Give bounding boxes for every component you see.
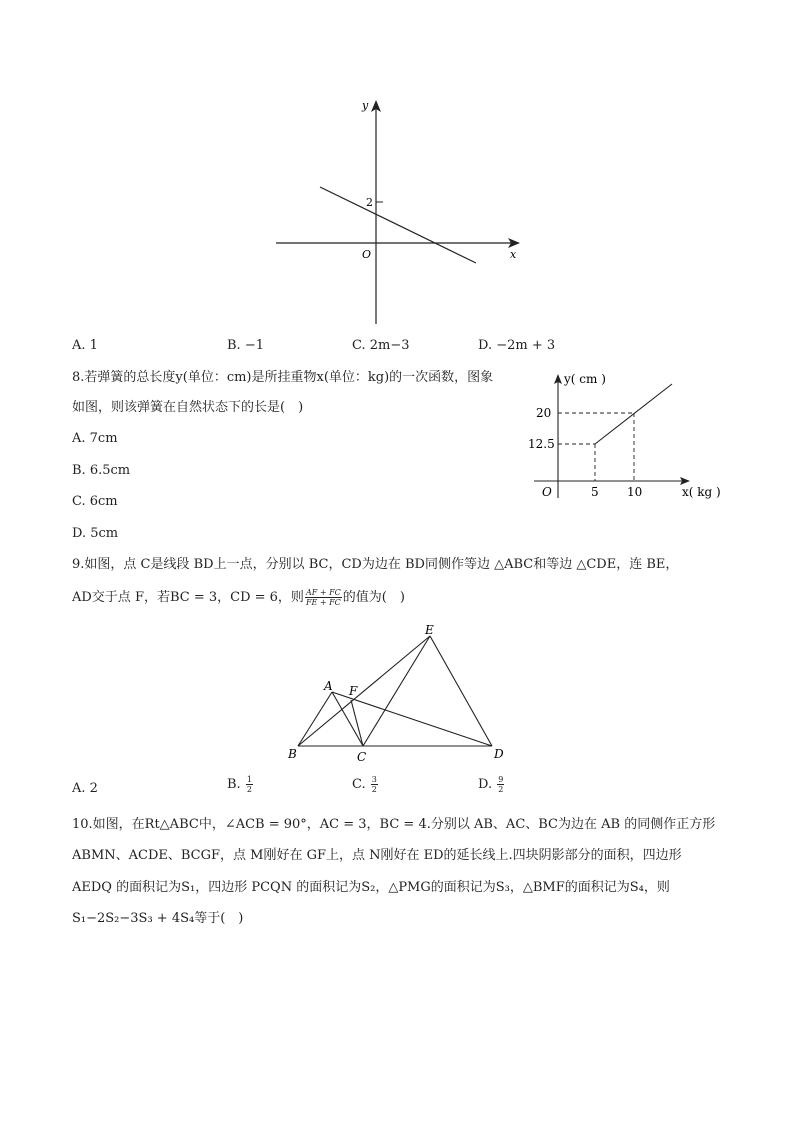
- q8-spring-graph: [520, 366, 730, 506]
- q9-option-b-fraction: [246, 775, 253, 794]
- q9-option-c-fraction: [371, 775, 378, 794]
- q8-x-tick-10: 10: [627, 485, 643, 499]
- q9-triangle-figure: [280, 618, 520, 768]
- x-axis-label: x: [510, 248, 517, 261]
- q9-option-a-prefix: A.: [72, 781, 90, 796]
- q9-option-d[interactable]: [478, 775, 505, 794]
- q8-option-a[interactable]: A. 7cm: [72, 431, 118, 446]
- q9-option-c[interactable]: [352, 775, 379, 794]
- decreasing-line: [320, 187, 476, 263]
- q9-fraction-denominator: FE + FC: [305, 598, 341, 607]
- q7-option-a[interactable]: A. 1: [72, 338, 98, 353]
- q8-option-c[interactable]: C. 6cm: [72, 494, 118, 509]
- segment-ac: [332, 692, 363, 746]
- origin-label: O: [362, 248, 372, 261]
- q8-option-b[interactable]: B. 6.5cm: [72, 463, 131, 478]
- q9-fraction: [305, 588, 342, 607]
- q9-option-a-value: 2: [89, 781, 98, 796]
- q8-y-axis-label: y( cm ): [564, 372, 606, 386]
- q8-y-tick-20: 20: [536, 406, 552, 420]
- q9-option-c-num: 3: [371, 775, 377, 784]
- q7-option-d[interactable]: D. −2m + 3: [478, 338, 556, 353]
- q8-x-tick-5: 5: [591, 485, 599, 499]
- q9-option-b-prefix: B.: [227, 777, 245, 792]
- label-f: F: [349, 684, 358, 698]
- q9-option-b-den: 2: [246, 785, 252, 794]
- label-a: A: [324, 679, 333, 693]
- q9-option-c-prefix: C.: [352, 777, 370, 792]
- q8-x-axis-label: x( kg ): [682, 485, 721, 499]
- y-axis-label: y: [362, 99, 369, 112]
- q9-stem-line-2-post: 的值为( ): [342, 590, 405, 605]
- q9-option-d-prefix: D.: [478, 777, 497, 792]
- q10-line-4: S₁−2S₂−3S₃ + 4S₄等于( ): [72, 911, 244, 926]
- label-c: C: [357, 750, 367, 764]
- q8-y-tick-12.5: 12.5: [528, 437, 555, 451]
- q9-option-b-num: 1: [246, 775, 252, 784]
- segment-ed: [430, 636, 492, 746]
- q8-option-d[interactable]: D. 5cm: [72, 526, 119, 541]
- label-e: E: [425, 623, 434, 637]
- q9-option-a[interactable]: [72, 781, 98, 796]
- q9-option-d-den: 2: [498, 785, 504, 794]
- q9-stem-line-2-pre: AD交于点 F，若BC = 3，CD = 6，则: [72, 590, 304, 605]
- q10-line-3: AEDQ 的面积记为S₁，四边形 PCQN 的面积记为S₂，△PMG的面积记为S₃，△BMF的面积记为S₄，则: [72, 880, 670, 895]
- q8-origin-label: O: [542, 485, 552, 499]
- q7-coordinate-figure: [270, 92, 530, 332]
- segment-fc: [351, 700, 363, 746]
- q9-option-d-num: 9: [498, 775, 504, 784]
- label-d: D: [494, 747, 504, 761]
- q9-stem-line-1: 9.如图，点 C是线段 BD上一点，分别以 BC，CD为边在 BD同侧作等边 △ABC和等边 △CDE，连 BE，: [72, 557, 679, 572]
- q8-stem-line-2: 如图，则该弹簧在自然状态下的长是( ): [72, 400, 304, 415]
- segment-be: [298, 636, 430, 746]
- label-b: B: [288, 747, 297, 761]
- q8-stem-line-1: 8.若弹簧的总长度y(单位：cm)是所挂重物x(单位：kg)的一次函数，图象: [72, 370, 494, 385]
- q7-option-c[interactable]: C. 2m−3: [352, 338, 410, 353]
- q9-option-d-fraction: [497, 775, 504, 794]
- segment-ce: [363, 636, 430, 746]
- q8-function-line: [595, 384, 672, 444]
- q7-option-b[interactable]: B. −1: [227, 338, 264, 353]
- q10-line-1: 10.如图，在Rt△ABC中，∠ACB = 90°，AC = 3，BC = 4.分别以 AB、AC、BC为边在 AB 的同侧作正方形: [72, 817, 716, 832]
- q9-option-b[interactable]: [227, 775, 254, 794]
- q10-line-2: ABMN、ACDE、BCGF，点 M刚好在 GF上，点 N刚好在 ED的延长线上.四块阴影部分的面积，四边形: [72, 848, 682, 863]
- q9-stem-line-2: [72, 586, 405, 610]
- q9-option-c-den: 2: [371, 785, 377, 794]
- tick-label-2: 2: [366, 196, 373, 209]
- q9-fraction-numerator: AF + FC: [305, 588, 341, 597]
- segment-ab: [298, 692, 332, 746]
